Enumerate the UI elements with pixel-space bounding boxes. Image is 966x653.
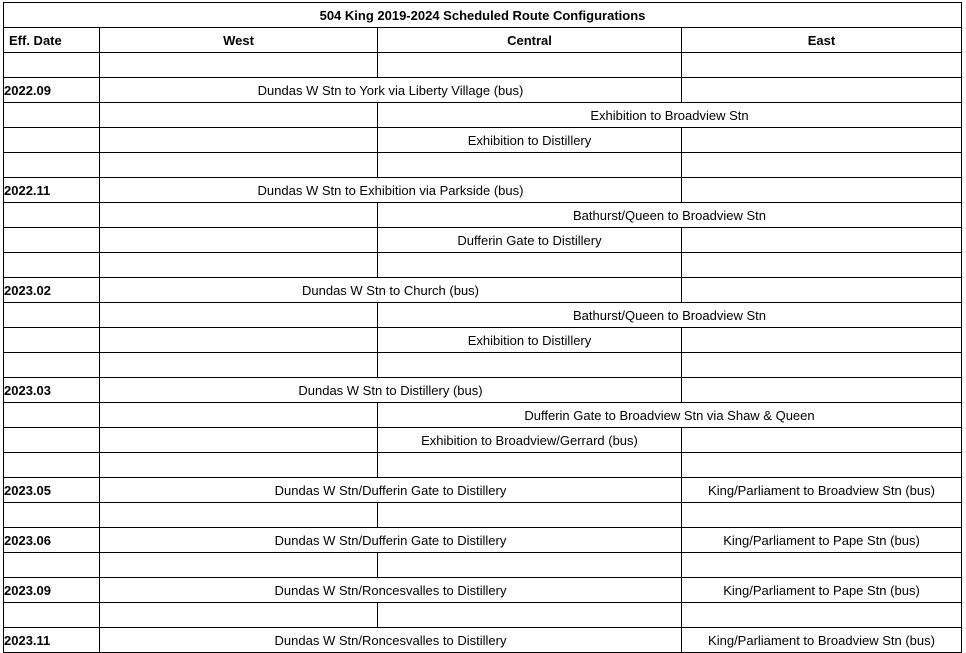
blank-cell xyxy=(682,228,962,253)
blank-cell xyxy=(682,328,962,353)
blank-cell xyxy=(682,428,962,453)
blank-cell xyxy=(100,128,378,153)
route-west-central: Dundas W Stn/Roncesvalles to Distillery xyxy=(100,578,682,603)
blank-cell xyxy=(100,303,378,328)
spacer-row xyxy=(4,503,962,528)
route-central-east: Exhibition to Broadview Stn xyxy=(378,103,962,128)
blank-cell xyxy=(682,603,962,628)
route-west-central: Dundas W Stn/Dufferin Gate to Distillery xyxy=(100,478,682,503)
route-configurations-table xyxy=(3,2,962,653)
effective-date: 2023.05 xyxy=(4,478,100,503)
blank-cell xyxy=(4,153,100,178)
blank-cell xyxy=(682,78,962,103)
blank-cell xyxy=(4,253,100,278)
table-row xyxy=(4,128,962,153)
blank-cell xyxy=(100,228,378,253)
blank-cell xyxy=(682,178,962,203)
table-row xyxy=(4,478,962,503)
blank-cell xyxy=(4,128,100,153)
blank-cell xyxy=(100,503,378,528)
route-central: Dufferin Gate to Distillery xyxy=(378,228,682,253)
blank-cell xyxy=(4,228,100,253)
column-header-date: Eff. Date xyxy=(4,28,100,53)
blank-cell xyxy=(378,53,682,78)
blank-cell xyxy=(4,353,100,378)
blank-cell xyxy=(4,503,100,528)
blank-cell xyxy=(100,53,378,78)
blank-cell xyxy=(682,553,962,578)
blank-cell xyxy=(100,203,378,228)
route-central: Exhibition to Distillery xyxy=(378,328,682,353)
table-row xyxy=(4,628,962,653)
blank-cell xyxy=(682,453,962,478)
blank-cell xyxy=(682,503,962,528)
table-header-row xyxy=(4,28,962,53)
blank-cell xyxy=(682,128,962,153)
table-row xyxy=(4,303,962,328)
blank-cell xyxy=(682,378,962,403)
blank-cell xyxy=(100,453,378,478)
blank-cell xyxy=(4,428,100,453)
table-row xyxy=(4,528,962,553)
route-west-central: Dundas W Stn to Exhibition via Parkside (bus) xyxy=(100,178,682,203)
blank-cell xyxy=(4,328,100,353)
blank-cell xyxy=(100,428,378,453)
route-east: King/Parliament to Broadview Stn (bus) xyxy=(682,628,962,653)
route-central: Exhibition to Broadview/Gerrard (bus) xyxy=(378,428,682,453)
page-title: 504 King 2019-2024 Scheduled Route Configurations xyxy=(4,3,962,28)
blank-cell xyxy=(4,303,100,328)
spacer-row xyxy=(4,353,962,378)
blank-cell xyxy=(4,53,100,78)
blank-cell xyxy=(100,103,378,128)
table-row xyxy=(4,178,962,203)
blank-cell xyxy=(100,353,378,378)
blank-cell xyxy=(4,553,100,578)
blank-cell xyxy=(4,603,100,628)
route-west-central: Dundas W Stn/Roncesvalles to Distillery xyxy=(100,628,682,653)
spacer-row xyxy=(4,253,962,278)
column-header-central: Central xyxy=(378,28,682,53)
blank-cell xyxy=(100,553,378,578)
table-row xyxy=(4,378,962,403)
blank-cell xyxy=(4,453,100,478)
blank-cell xyxy=(378,153,682,178)
effective-date: 2023.06 xyxy=(4,528,100,553)
blank-cell xyxy=(378,353,682,378)
effective-date: 2023.11 xyxy=(4,628,100,653)
effective-date: 2023.09 xyxy=(4,578,100,603)
spacer-row xyxy=(4,453,962,478)
blank-cell xyxy=(100,328,378,353)
blank-cell xyxy=(682,353,962,378)
effective-date: 2023.03 xyxy=(4,378,100,403)
table-row xyxy=(4,78,962,103)
route-central: Exhibition to Distillery xyxy=(378,128,682,153)
blank-cell xyxy=(378,253,682,278)
blank-cell xyxy=(378,453,682,478)
route-west-central: Dundas W Stn to Distillery (bus) xyxy=(100,378,682,403)
blank-cell xyxy=(4,203,100,228)
route-west-central: Dundas W Stn to Church (bus) xyxy=(100,278,682,303)
effective-date: 2022.09 xyxy=(4,78,100,103)
table-row xyxy=(4,103,962,128)
blank-cell xyxy=(4,403,100,428)
route-east: King/Parliament to Pape Stn (bus) xyxy=(682,528,962,553)
column-header-west: West xyxy=(100,28,378,53)
table-row xyxy=(4,328,962,353)
spacer-row xyxy=(4,53,962,78)
spacer-row xyxy=(4,153,962,178)
effective-date: 2023.02 xyxy=(4,278,100,303)
blank-cell xyxy=(378,553,682,578)
blank-cell xyxy=(100,253,378,278)
table-row xyxy=(4,203,962,228)
blank-cell xyxy=(100,403,378,428)
table-row xyxy=(4,278,962,303)
table-title-row xyxy=(4,3,962,28)
route-east: King/Parliament to Broadview Stn (bus) xyxy=(682,478,962,503)
route-central-east: Bathurst/Queen to Broadview Stn xyxy=(378,203,962,228)
effective-date: 2022.11 xyxy=(4,178,100,203)
route-west-central: Dundas W Stn to York via Liberty Village (bus) xyxy=(100,78,682,103)
spreadsheet-page xyxy=(0,2,966,648)
table-row xyxy=(4,428,962,453)
blank-cell xyxy=(4,103,100,128)
blank-cell xyxy=(682,253,962,278)
blank-cell xyxy=(100,603,378,628)
route-central-east: Bathurst/Queen to Broadview Stn xyxy=(378,303,962,328)
spacer-row xyxy=(4,603,962,628)
route-central-east: Dufferin Gate to Broadview Stn via Shaw & Queen xyxy=(378,403,962,428)
blank-cell xyxy=(682,153,962,178)
table-row xyxy=(4,228,962,253)
spacer-row xyxy=(4,553,962,578)
blank-cell xyxy=(378,503,682,528)
blank-cell xyxy=(378,603,682,628)
route-east: King/Parliament to Pape Stn (bus) xyxy=(682,578,962,603)
blank-cell xyxy=(682,53,962,78)
blank-cell xyxy=(100,153,378,178)
route-west-central: Dundas W Stn/Dufferin Gate to Distillery xyxy=(100,528,682,553)
table-row xyxy=(4,403,962,428)
column-header-east: East xyxy=(682,28,962,53)
blank-cell xyxy=(682,278,962,303)
table-row xyxy=(4,578,962,603)
